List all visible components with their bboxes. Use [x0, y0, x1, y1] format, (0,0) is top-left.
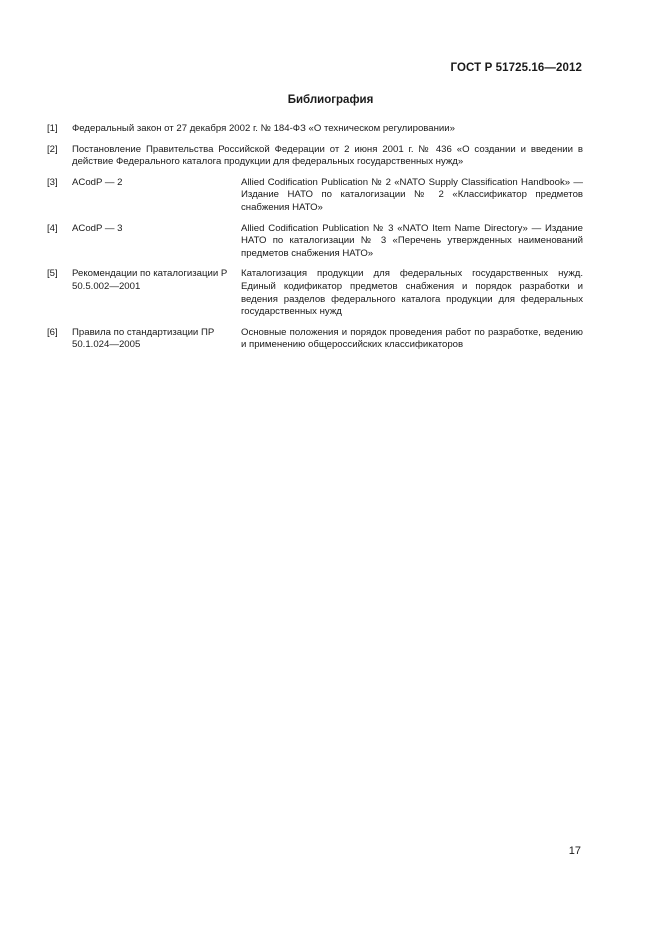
- bibliography-entry-5: [47, 268, 583, 318]
- bibliography-list: [47, 123, 583, 360]
- entry-reference: Правила по стандартизации ПР 50.1.024—2005: [72, 326, 215, 351]
- document-code: ГОСТ Р 51725.16—2012: [450, 62, 582, 74]
- entry-number: [5]: [47, 268, 58, 280]
- entry-description: Каталогизация продукции для федеральных государственных нужд. Единый кодификатор предметов снабжения и порядок разработки и ведения разделов федерального каталога продукции для федеральных государственных нужд: [241, 268, 583, 318]
- entry-text: Постановление Правительства Российской Федерации от 2 июня 2001 г. № 436 «О создании и введении в действие Федерального каталога продукции для федеральных государственных нужд»: [72, 143, 583, 168]
- entry-reference: ACodP — 2: [72, 176, 123, 188]
- bibliography-entry-1: [47, 123, 583, 136]
- entry-reference: Рекомендации по каталогизации Р 50.5.002—2001: [72, 268, 228, 292]
- bibliography-entry-4: [47, 223, 583, 261]
- entry-number: [4]: [47, 222, 58, 234]
- bibliography-title: Библиография: [287, 94, 374, 106]
- entry-description: Основные положения и порядок проведения работ по разработке, ведению и применению общероссийских классификаторов: [241, 326, 583, 351]
- entry-number: [6]: [47, 326, 58, 338]
- entry-description: Allied Codification Publication № 2 «NATO Supply Classification Handbook» — Издание НАТО по каталогизации № 2 «Классификатор предметов снабжения НАТО»: [241, 176, 583, 213]
- bibliography-entry-6: [47, 327, 583, 352]
- entry-number: [3]: [47, 176, 58, 188]
- entry-number: [2]: [47, 143, 58, 155]
- entry-reference: ACodP — 3: [72, 222, 123, 234]
- entry-text: Федеральный закон от 27 декабря 2002 г. № 184-ФЗ «О техническом регулировании»: [72, 123, 455, 134]
- entry-description: Allied Codification Publication № 3 «NATO Item Name Directory» — Издание НАТО по каталогизации № 3 «Перечень утвержденных наименований предметов снабжения НАТО»: [241, 222, 583, 259]
- entry-number: [1]: [47, 123, 58, 134]
- bibliography-entry-2: [47, 144, 583, 169]
- page-number: 17: [568, 845, 581, 857]
- bibliography-entry-3: [47, 177, 583, 215]
